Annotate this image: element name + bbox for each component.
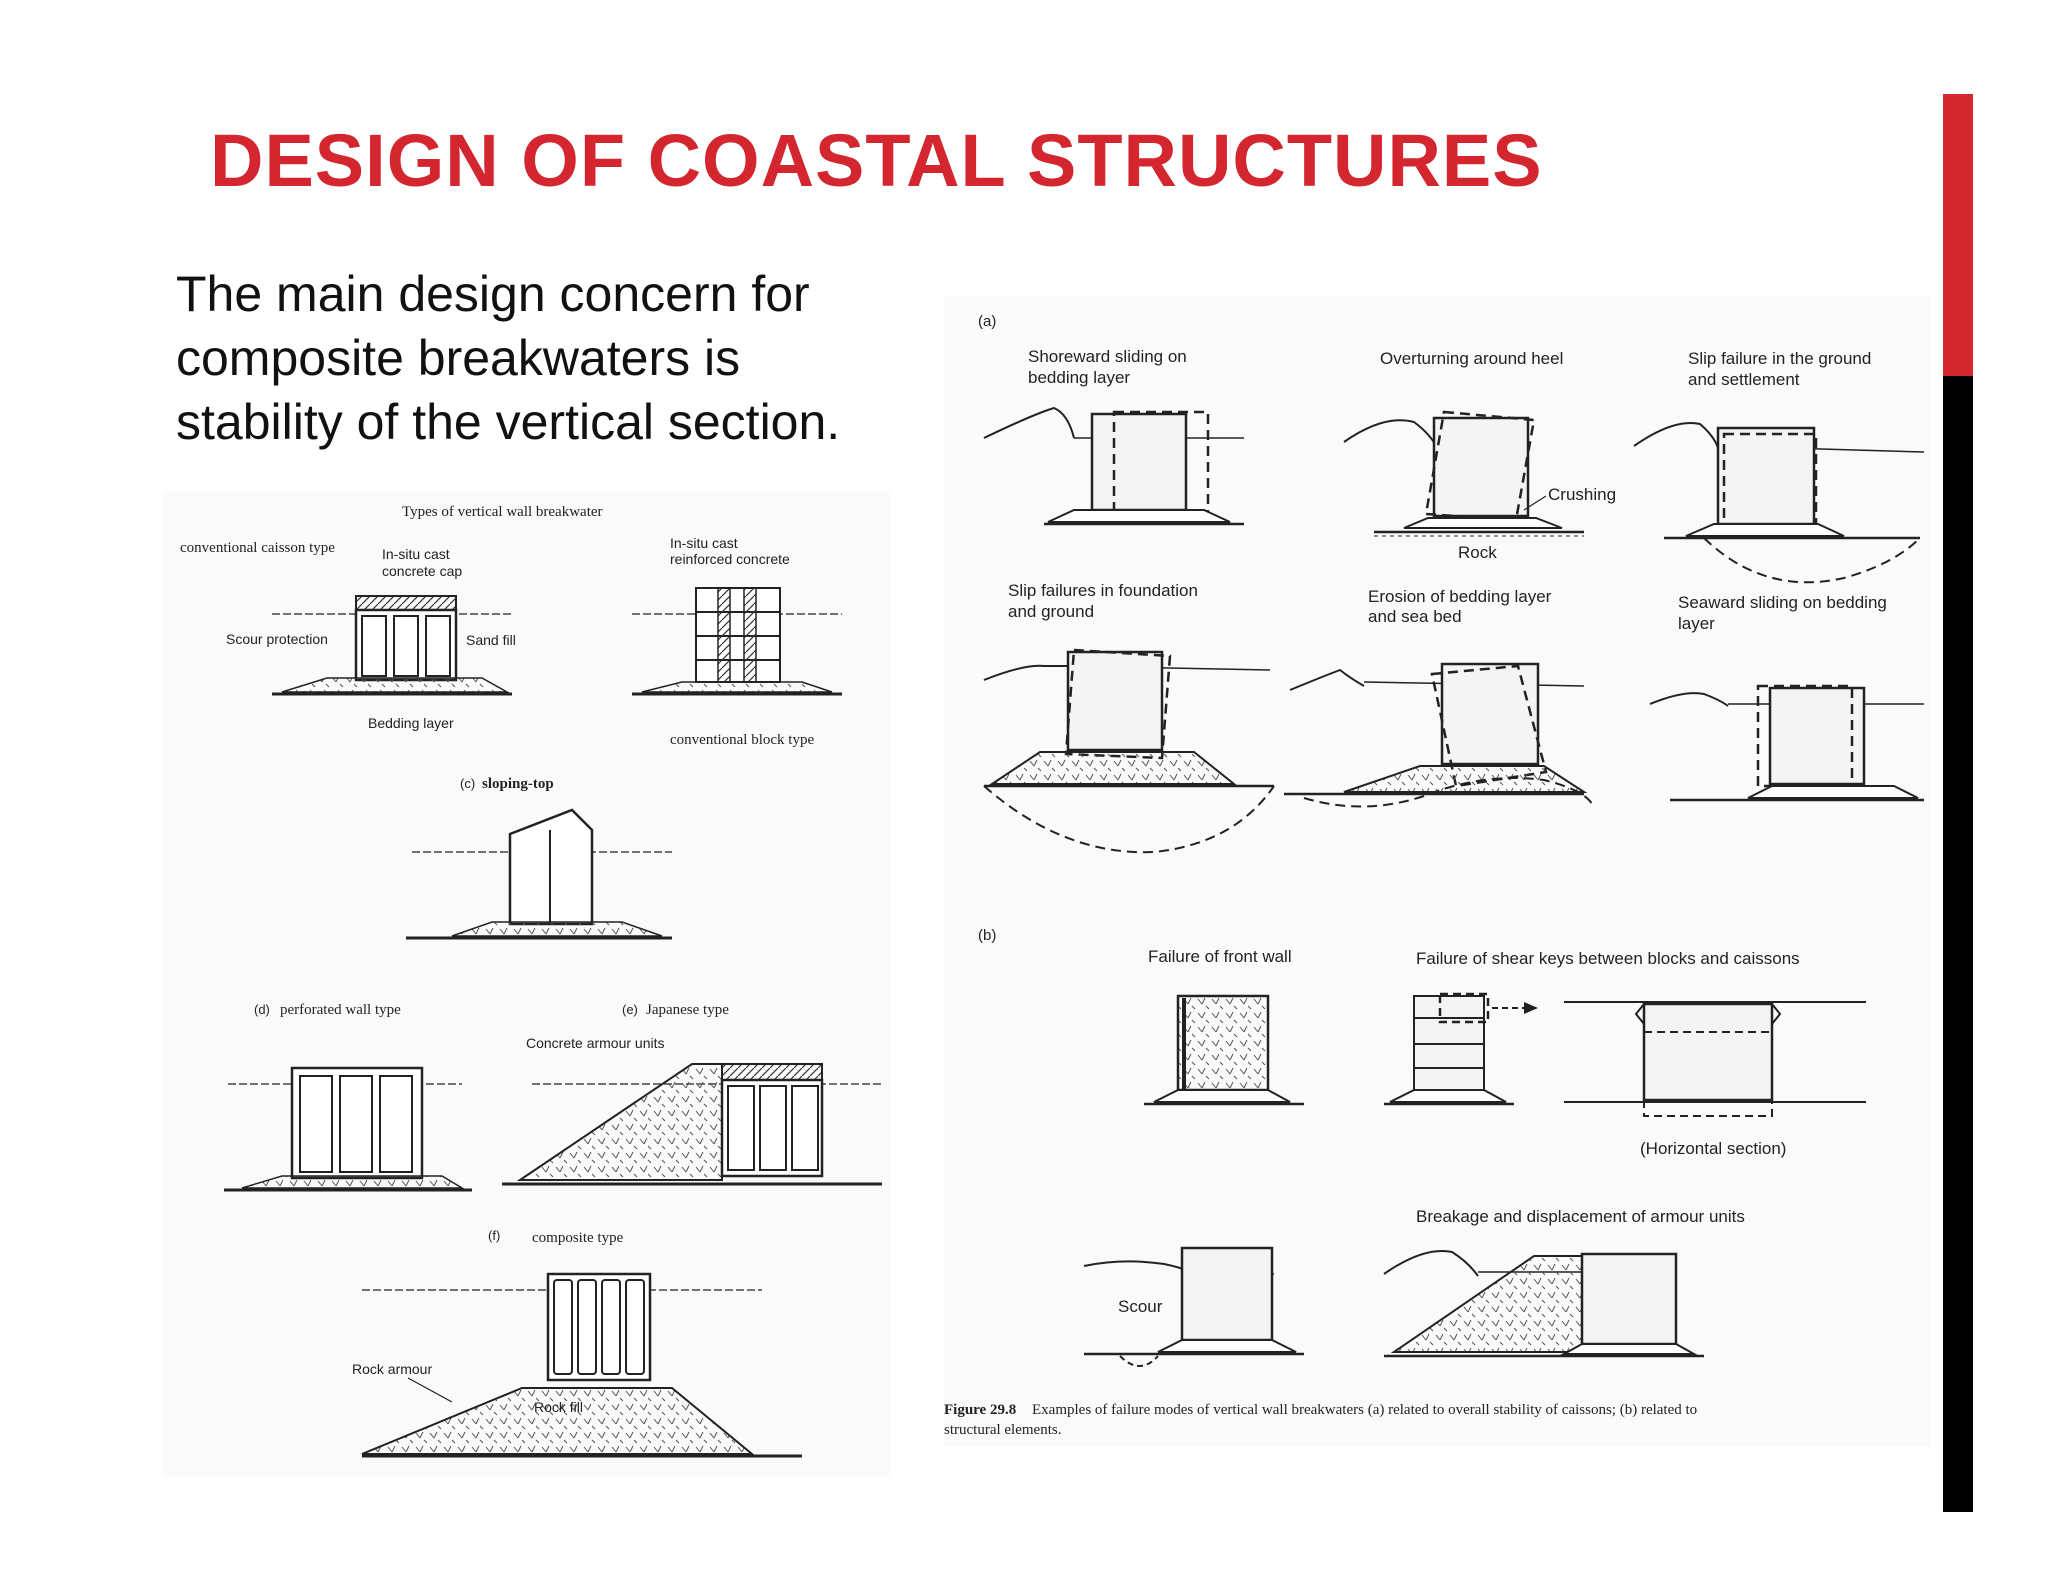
lead-line-1: The main design concern for: [176, 266, 810, 322]
japanese-label: Japanese type: [646, 1002, 729, 1018]
cap-label-2: concrete cap: [382, 563, 463, 579]
bedding-layer-label: Bedding layer: [368, 715, 454, 731]
sloping-top-label: sloping-top: [482, 776, 554, 792]
cast-label-2: reinforced concrete: [670, 551, 790, 567]
caption-figure-number: Figure 29.8: [944, 1402, 1017, 1418]
japanese-letter: (e): [622, 1002, 638, 1017]
a1-label-2: bedding layer: [1028, 368, 1131, 387]
a6-label-1: Seaward sliding on bedding: [1678, 593, 1887, 612]
failure-modes-figure: [944, 296, 1930, 1446]
composite-letter: (f): [488, 1228, 501, 1243]
horizontal-section-label: (Horizontal section): [1640, 1139, 1787, 1158]
scour-label: Scour: [1118, 1297, 1163, 1316]
part-b-label: (b): [978, 927, 997, 944]
a6-label-2: layer: [1678, 614, 1715, 633]
accent-bar-red: [1943, 94, 1973, 376]
lead-paragraph: [176, 262, 896, 454]
a5-label-1: Erosion of bedding layer: [1368, 587, 1552, 606]
b1-label: Failure of front wall: [1148, 947, 1292, 966]
a3-label-2: and settlement: [1688, 370, 1800, 389]
perforated-label: perforated wall type: [280, 1002, 401, 1018]
scour-protection-label: Scour protection: [226, 631, 328, 647]
block-type-label: conventional block type: [670, 732, 815, 748]
slide-title: DESIGN OF COASTAL STRUCTURES: [210, 119, 1543, 202]
sand-fill-label: Sand fill: [466, 632, 516, 648]
accent-bar-black: [1943, 376, 1973, 1512]
a4-label-1: Slip failures in foundation: [1008, 581, 1198, 600]
breakwater-types-figure: [162, 492, 890, 1476]
types-heading: Types of vertical wall breakwater: [402, 504, 603, 520]
a1-label-1: Shoreward sliding on: [1028, 347, 1187, 366]
perforated-letter: (d): [254, 1002, 270, 1017]
sloping-top-letter: (c): [460, 776, 476, 791]
a3-label-1: Slip failure in the ground: [1688, 349, 1872, 368]
rock-label: Rock: [1458, 543, 1497, 562]
rock-armour-label: Rock armour: [352, 1361, 433, 1377]
caisson-type-label: conventional caisson type: [180, 540, 335, 556]
concrete-armour-label: Concrete armour units: [526, 1035, 665, 1051]
cap-label-1: In-situ cast: [382, 546, 450, 562]
lead-line-2: composite breakwaters is: [176, 330, 741, 386]
a2-label: Overturning around heel: [1380, 349, 1564, 368]
composite-label: composite type: [532, 1230, 624, 1246]
b3-label: Breakage and displacement of armour units: [1416, 1207, 1745, 1226]
a5-label-2: and sea bed: [1368, 607, 1462, 626]
cast-label-1: In-situ cast: [670, 535, 738, 551]
b2-label: Failure of shear keys between blocks and caissons: [1416, 949, 1800, 968]
part-a-label: (a): [978, 313, 997, 330]
rock-fill-label: Rock fill: [534, 1399, 584, 1415]
caption-line-1: Examples of failure modes of vertical wall breakwaters (a) related to overall stability of caissons; (b) related to: [1032, 1402, 1698, 1418]
caption-line-2: structural elements.: [944, 1422, 1062, 1438]
crushing-label: Crushing: [1548, 485, 1617, 504]
lead-line-3: stability of the vertical section.: [176, 394, 841, 450]
a4-label-2: and ground: [1008, 602, 1095, 621]
